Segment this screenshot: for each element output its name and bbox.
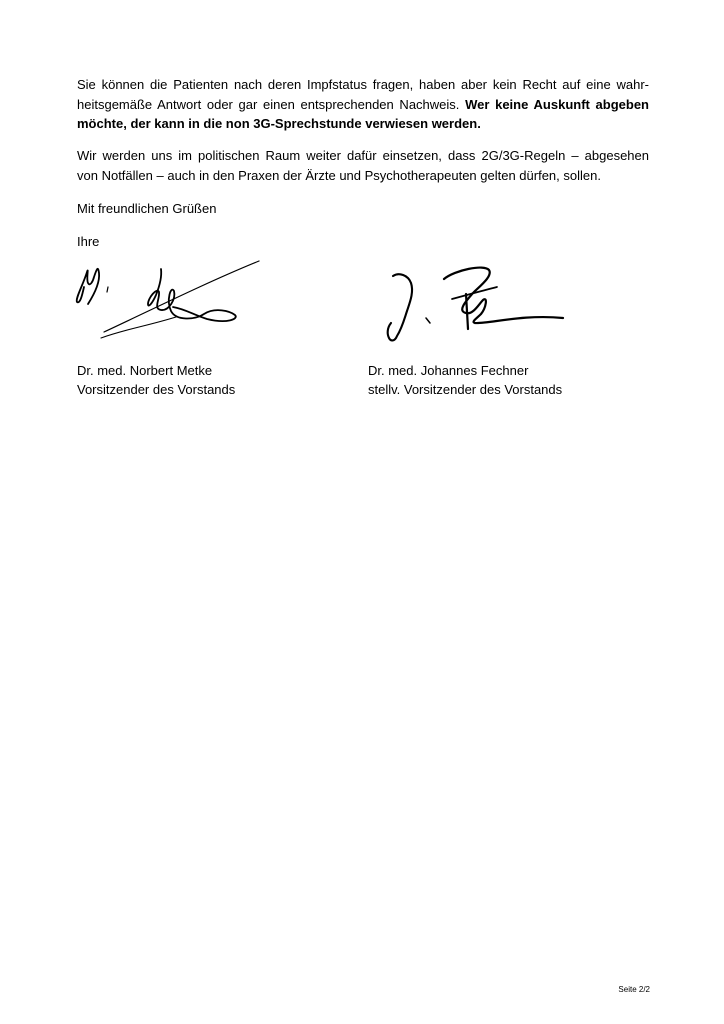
signer-fechner	[368, 362, 562, 399]
paragraph-patient-status	[77, 75, 649, 134]
letter-greeting: Ihre	[77, 234, 100, 249]
signature-stroke	[107, 287, 108, 292]
signer-metke	[77, 362, 235, 399]
handwritten-signature-fechner	[382, 262, 568, 344]
handwritten-signature-metke	[72, 256, 264, 348]
signature-stroke	[104, 261, 259, 332]
signature-stroke	[388, 274, 412, 340]
paragraph-political-space	[77, 146, 649, 185]
signature-stroke	[452, 287, 497, 299]
paragraph-bold-text: Wer keine Auskunft abgeben	[465, 96, 649, 112]
paragraph-line: Wir werden uns im politischen Raum weiter dafür einsetzen, dass 2G/3G-Regeln – abgesehen	[77, 148, 649, 163]
paragraph-line: Sie können die Patienten nach deren Impfstatus fragen, haben aber kein Recht auf eine wahr-	[77, 77, 649, 92]
page-number: Seite 2/2	[618, 985, 650, 994]
signature-stroke	[444, 268, 563, 323]
signature-stroke	[426, 318, 430, 323]
paragraph-bold-line: möchte, der kann in die non 3G-Sprechstunde verwiesen werden.	[77, 116, 481, 131]
signer-title: stellv. Vorsitzender des Vorstands	[368, 381, 563, 397]
letter-closing: Mit freundlichen Grüßen	[77, 201, 217, 216]
paragraph-regular-text: heitsgemäße Antwort oder gar einen entsprechenden Nachweis.	[77, 96, 460, 112]
signature-stroke	[77, 269, 99, 304]
paragraph-line	[77, 95, 649, 115]
signer-title: Vorsitzender des Vorstands	[77, 381, 236, 397]
paragraph-line: von Notfällen – auch in den Praxen der Ärzte und Psychotherapeuten gelten dürfen, sollen.	[77, 167, 601, 183]
signer-name: Dr. med. Norbert Metke	[77, 363, 213, 378]
signer-name: Dr. med. Johannes Fechner	[368, 363, 529, 378]
